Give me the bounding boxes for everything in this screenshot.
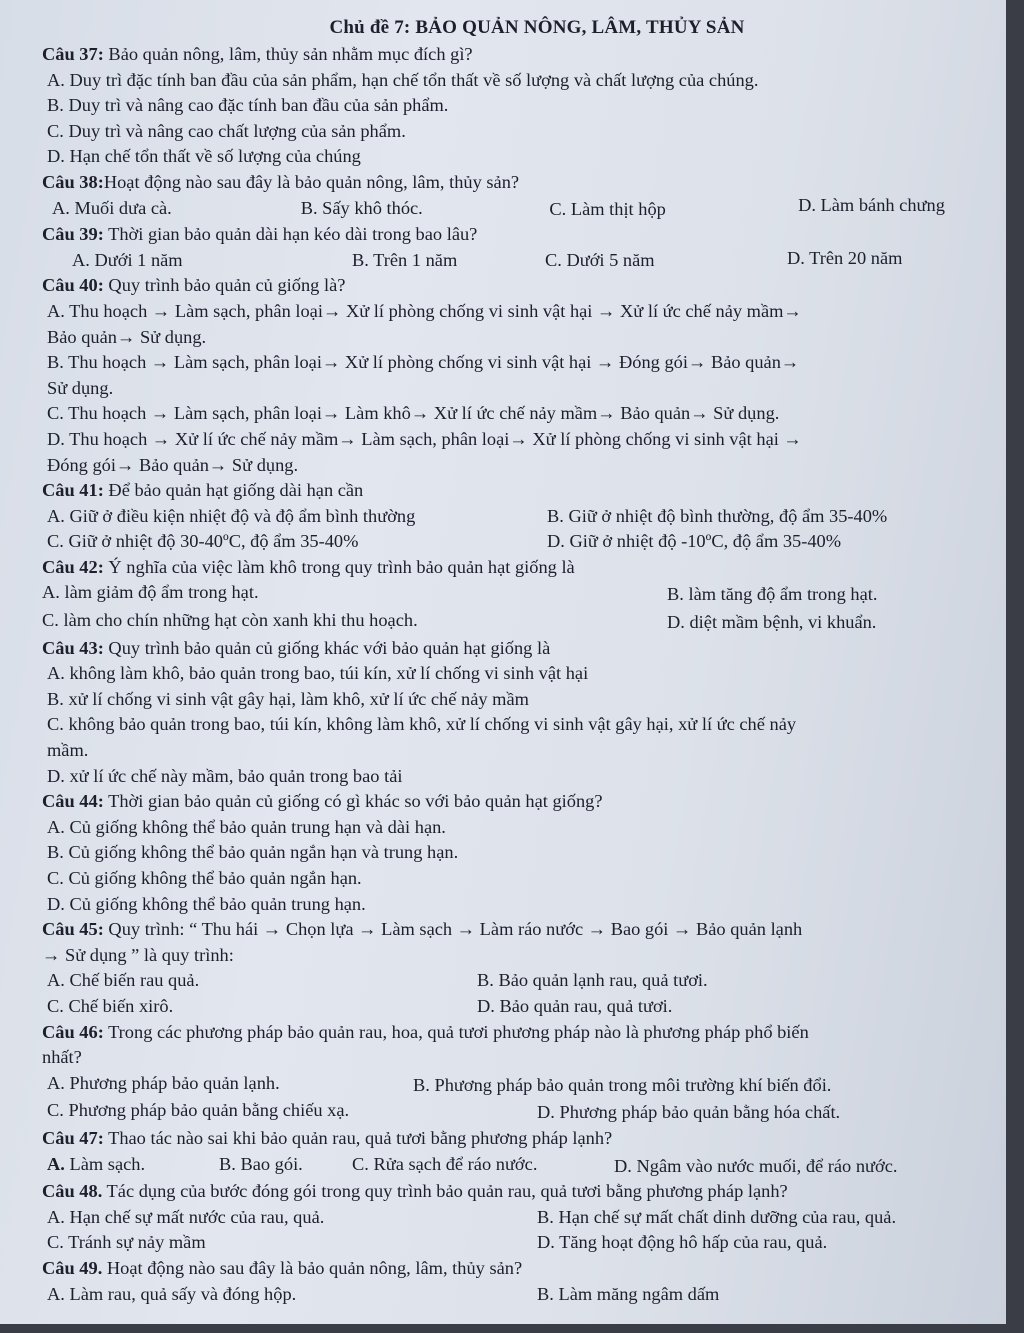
- option-d: D. Hạn chế tổn thất về số lượng của chúng: [47, 146, 361, 167]
- option-a: A. Muối dưa cà.: [52, 197, 172, 218]
- option-a: A. Chế biến rau quả.: [47, 970, 200, 991]
- option-b: B. Trên 1 năm: [352, 249, 458, 270]
- question-stem: [42, 789, 997, 815]
- option-c-continued: mầm.: [47, 740, 89, 761]
- option-d-continued: Đóng gói→ Bảo quản→ Sử dụng.: [47, 454, 299, 475]
- option-b: B. Làm măng ngâm dấm: [537, 1283, 720, 1304]
- option-d: D. Củ giống không thể bảo quản trung hạn.: [47, 893, 366, 914]
- question-label: Câu 38:: [42, 171, 104, 192]
- question-stem: [42, 273, 997, 299]
- option-a-continued: Bảo quản→ Sử dụng.: [47, 326, 207, 347]
- question-label: Câu 48.: [42, 1181, 103, 1202]
- option-d: D. Ngâm vào nước muối, để ráo nước.: [614, 1155, 898, 1176]
- option-d: D. Tăng hoạt động hô hấp của rau, quả.: [537, 1232, 828, 1253]
- question-label: Câu 46:: [42, 1021, 104, 1042]
- question-text: Bảo quản nông, lâm, thủy sản nhằm mục đích gì?: [103, 44, 473, 64]
- question-46: [42, 1020, 997, 1126]
- question-label: Câu 40:: [42, 275, 104, 296]
- option-d: D. Làm bánh chưng: [798, 194, 945, 215]
- question-stem: [42, 917, 997, 943]
- question-text: Quy trình bảo quản củ giống khác với bảo quản hạt giống là: [103, 637, 551, 658]
- options-row: [42, 1152, 997, 1180]
- options-row: [42, 968, 997, 994]
- options-row: [42, 196, 997, 223]
- option-b: B. Duy trì và nâng cao đặc tính ban đầu của sản phẩm.: [47, 95, 449, 116]
- options-row: [42, 1282, 997, 1308]
- option-a: [42, 1152, 219, 1180]
- question-48: [42, 1179, 997, 1256]
- option-b: B. Bao gói.: [219, 1153, 303, 1174]
- option-b: B. Thu hoạch → Làm sạch, phân loại→ Xử lí phòng chống vi sinh vật hại → Đóng gói→ Bảo quản→: [47, 352, 800, 373]
- option-a: A. làm giảm độ ẩm trong hạt.: [42, 582, 259, 603]
- option-c: C. Thu hoạch → Làm sạch, phân loại→ Làm khô→ Xử lí ức chế nảy mầm→ Bảo quản→ Sử dụng.: [47, 403, 780, 424]
- question-stem-continued: nhất?: [42, 1047, 82, 1068]
- options-row: [42, 580, 997, 608]
- option-b: B. Giữ ở nhiệt độ bình thường, độ ẩm 35-40%: [547, 505, 888, 526]
- question-stem: [42, 42, 997, 68]
- option-d: D. Thu hoạch → Xử lí ức chế nảy mầm→ Làm sạch, phân loại→ Xử lí phòng chống vi sinh vật hại →: [47, 428, 802, 449]
- question-text: Thời gian bảo quản dài hạn kéo dài trong bao lâu?: [103, 224, 478, 245]
- question-43: [42, 636, 997, 790]
- question-text: Quy trình bảo quản củ giống là?: [103, 275, 346, 296]
- options-row: [42, 994, 997, 1020]
- option-c: C. Tránh sự nảy mầm: [47, 1232, 206, 1253]
- option-c: C. làm cho chín những hạt còn xanh khi thu hoạch.: [42, 610, 418, 631]
- option-a: A. Giữ ở điều kiện nhiệt độ và độ ẩm bình thường: [47, 505, 416, 526]
- question-37: [42, 42, 997, 170]
- question-label: Câu 37:: [42, 44, 104, 64]
- option-c: C. không bảo quản trong bao, túi kín, không làm khô, xử lí chống vi sinh vật gây hại, xử lí ức chế nảy: [47, 714, 797, 735]
- question-label: Câu 47:: [42, 1127, 104, 1148]
- options-row: [42, 1098, 997, 1126]
- question-stem: [42, 478, 997, 504]
- option-a: A. Phương pháp bảo quản lạnh.: [47, 1072, 280, 1093]
- option-a: A. Duy trì đặc tính ban đầu của sản phẩm, hạn chế tổn thất về số lượng và chất lượng của chúng.: [47, 69, 759, 90]
- page-title: Chủ đề 7: BẢO QUẢN NÔNG, LÂM, THỦY SẢN: [329, 17, 745, 38]
- option-c: C. Phương pháp bảo quản bằng chiếu xạ.: [47, 1100, 350, 1121]
- option-c: C. Duy trì và nâng cao chất lượng của sản phẩm.: [47, 120, 406, 141]
- option-d: D. Trên 20 năm: [787, 247, 903, 268]
- option-b: B. xử lí chống vi sinh vật gây hại, làm khô, xử lí ức chế nảy mầm: [47, 688, 529, 709]
- question-38: [42, 170, 997, 222]
- question-49: [42, 1256, 997, 1307]
- option-b-continued: Sử dụng.: [47, 377, 114, 398]
- question-label: Câu 45:: [42, 919, 104, 940]
- question-label: Câu 43:: [42, 637, 104, 658]
- option-text: Làm sạch.: [64, 1153, 146, 1174]
- question-label: Câu 49.: [42, 1257, 103, 1278]
- option-a: A. Hạn chế sự mất nước của rau, quả.: [47, 1206, 325, 1227]
- option-d: D. Giữ ở nhiệt độ -10ºC, độ ẩm 35-40%: [547, 531, 842, 552]
- question-stem: [42, 636, 997, 662]
- option-a: A. không làm khô, bảo quản trong bao, túi kín, xử lí chống vi sinh vật hại: [47, 663, 589, 684]
- option-d: D. Phương pháp bảo quản bằng hóa chất.: [537, 1102, 841, 1123]
- option-a: A. Dưới 1 năm: [72, 249, 183, 270]
- question-stem: [42, 555, 997, 581]
- question-label: Câu 39:: [42, 224, 104, 245]
- option-b: B. Bảo quản lạnh rau, quả tươi.: [477, 970, 708, 991]
- options-row: [42, 1230, 997, 1256]
- question-stem: [42, 1126, 997, 1152]
- option-b: B. Hạn chế sự mất chất dinh dưỡng của rau, quả.: [537, 1206, 897, 1227]
- question-text: Trong các phương pháp bảo quản rau, hoa, quả tươi phương pháp nào là phương pháp phổ biến: [103, 1021, 809, 1042]
- question-stem: [42, 1179, 997, 1205]
- option-d: D. diệt mầm bệnh, vi khuẩn.: [667, 612, 877, 633]
- question-47: [42, 1126, 997, 1179]
- options-row: [42, 1205, 997, 1231]
- question-42: [42, 555, 997, 636]
- options-row: [42, 608, 997, 636]
- option-a: A. Làm rau, quả sấy và đóng hộp.: [47, 1283, 297, 1304]
- question-text: Hoạt động nào sau đây là bảo quản nông, lâm, thủy sản?: [103, 171, 520, 192]
- question-40: [42, 273, 997, 478]
- question-text: Quy trình: “ Thu hái → Chọn lựa → Làm sạch → Làm ráo nước → Bao gói → Bảo quản lạnh: [103, 919, 803, 940]
- question-text: Thao tác nào sai khi bảo quản rau, quả tươi bằng phương pháp lạnh?: [103, 1127, 613, 1148]
- question-label: Câu 41:: [42, 480, 104, 501]
- options-row: [42, 248, 997, 274]
- question-39: [42, 222, 997, 273]
- options-row: [42, 529, 997, 555]
- option-c: C. Dưới 5 năm: [545, 249, 655, 270]
- question-stem: [42, 1020, 997, 1046]
- question-44: [42, 789, 997, 917]
- option-b: B. Phương pháp bảo quản trong môi trường khí biến đổi.: [413, 1074, 832, 1095]
- option-c: C. Củ giống không thể bảo quản ngắn hạn.: [47, 868, 362, 888]
- question-text: Ý nghĩa của việc làm khô trong quy trình bảo quản hạt giống là: [103, 556, 575, 577]
- option-a: A. Củ giống không thể bảo quản trung hạn và dài hạn.: [47, 816, 446, 837]
- question-45: [42, 917, 997, 1019]
- options-row: [42, 504, 997, 530]
- option-letter: A.: [47, 1153, 65, 1174]
- option-c: C. Làm thịt hộp: [549, 198, 666, 219]
- question-text: Tác dụng của bước đóng gói trong quy trình bảo quản rau, quả tươi bằng phương pháp lạnh?: [102, 1181, 788, 1202]
- question-41: [42, 478, 997, 555]
- option-b: B. Củ giống không thể bảo quản ngắn hạn và trung hạn.: [47, 842, 459, 863]
- options-row: [42, 1071, 997, 1099]
- question-sheet: [42, 14, 997, 1307]
- question-text: Để bảo quản hạt giống dài hạn cần: [103, 480, 364, 501]
- option-a: A. Thu hoạch → Làm sạch, phân loại→ Xử lí phòng chống vi sinh vật hại → Xử lí ức chế nảy mầm→: [47, 300, 802, 321]
- question-stem-continued: → Sử dụng ” là quy trình:: [42, 944, 234, 965]
- question-label: Câu 44:: [42, 791, 104, 812]
- question-text: Thời gian bảo quản củ giống có gì khác so với bảo quản hạt giống?: [103, 791, 603, 812]
- option-c: C. Rửa sạch để ráo nước.: [352, 1153, 538, 1174]
- option-b: B. làm tăng độ ẩm trong hạt.: [667, 584, 878, 605]
- question-stem: [42, 222, 997, 248]
- option-b: B. Sấy khô thóc.: [300, 197, 423, 218]
- option-c: C. Giữ ở nhiệt độ 30-40ºC, độ ẩm 35-40%: [47, 531, 359, 552]
- option-d: D. xử lí ức chế này mầm, bảo quản trong bao tải: [47, 765, 403, 786]
- option-d: D. Bảo quản rau, quả tươi.: [477, 995, 673, 1016]
- option-c: C. Chế biến xirô.: [47, 995, 174, 1016]
- question-label: Câu 42:: [42, 556, 104, 577]
- question-stem: [42, 1256, 997, 1282]
- question-text: Hoạt động nào sau đây là bảo quản nông, lâm, thủy sản?: [102, 1257, 523, 1278]
